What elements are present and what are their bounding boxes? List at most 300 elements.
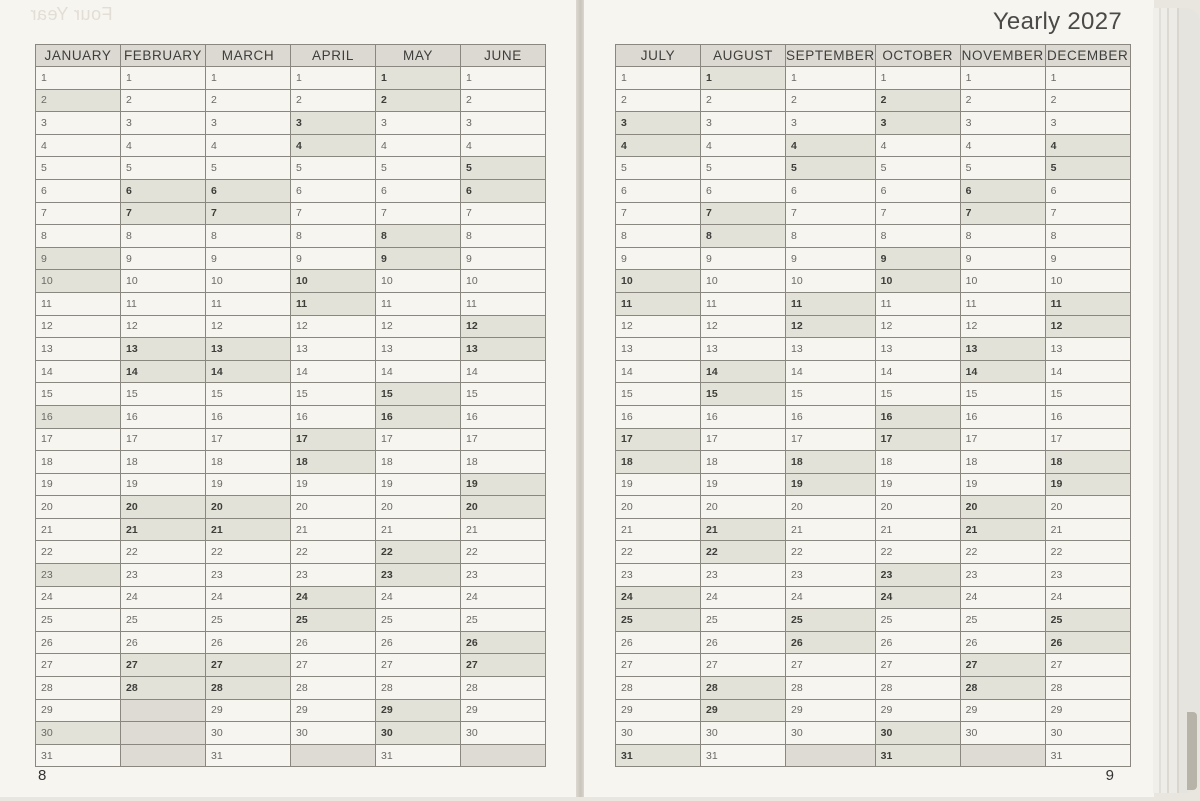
day-cell-july-24[interactable]: 24 — [616, 586, 701, 609]
day-cell-february-18[interactable]: 18 — [121, 451, 206, 474]
day-cell-december-14[interactable]: 14 — [1045, 360, 1130, 383]
day-cell-january-26[interactable]: 26 — [36, 631, 121, 654]
day-cell-november-10[interactable]: 10 — [960, 270, 1045, 293]
day-cell-january-6[interactable]: 6 — [36, 179, 121, 202]
day-cell-august-12[interactable]: 12 — [701, 315, 786, 338]
day-cell-november-13[interactable]: 13 — [960, 338, 1045, 361]
day-cell-may-18[interactable]: 18 — [376, 451, 461, 474]
day-cell-october-26[interactable]: 26 — [875, 631, 960, 654]
day-cell-august-21[interactable]: 21 — [701, 518, 786, 541]
day-cell-january-20[interactable]: 20 — [36, 496, 121, 519]
day-cell-february-4[interactable]: 4 — [121, 134, 206, 157]
day-cell-march-4[interactable]: 4 — [206, 134, 291, 157]
day-cell-september-13[interactable]: 13 — [786, 338, 876, 361]
day-cell-march-17[interactable]: 17 — [206, 428, 291, 451]
day-cell-june-15[interactable]: 15 — [461, 383, 546, 406]
day-cell-december-9[interactable]: 9 — [1045, 247, 1130, 270]
day-cell-april-22[interactable]: 22 — [291, 541, 376, 564]
day-cell-may-29[interactable]: 29 — [376, 699, 461, 722]
day-cell-december-2[interactable]: 2 — [1045, 89, 1130, 112]
day-cell-october-10[interactable]: 10 — [875, 270, 960, 293]
day-cell-october-28[interactable]: 28 — [875, 677, 960, 700]
day-cell-may-17[interactable]: 17 — [376, 428, 461, 451]
day-cell-august-27[interactable]: 27 — [701, 654, 786, 677]
day-cell-august-24[interactable]: 24 — [701, 586, 786, 609]
day-cell-october-16[interactable]: 16 — [875, 405, 960, 428]
day-cell-september-4[interactable]: 4 — [786, 134, 876, 157]
day-cell-june-7[interactable]: 7 — [461, 202, 546, 225]
day-cell-july-6[interactable]: 6 — [616, 179, 701, 202]
day-cell-november-17[interactable]: 17 — [960, 428, 1045, 451]
day-cell-july-22[interactable]: 22 — [616, 541, 701, 564]
day-cell-january-17[interactable]: 17 — [36, 428, 121, 451]
day-cell-march-31[interactable]: 31 — [206, 744, 291, 767]
day-cell-november-16[interactable]: 16 — [960, 405, 1045, 428]
day-cell-january-21[interactable]: 21 — [36, 518, 121, 541]
day-cell-april-14[interactable]: 14 — [291, 360, 376, 383]
day-cell-may-3[interactable]: 3 — [376, 112, 461, 135]
day-cell-october-3[interactable]: 3 — [875, 112, 960, 135]
day-cell-january-1[interactable]: 1 — [36, 67, 121, 90]
day-cell-august-30[interactable]: 30 — [701, 722, 786, 745]
day-cell-march-6[interactable]: 6 — [206, 179, 291, 202]
day-cell-november-27[interactable]: 27 — [960, 654, 1045, 677]
day-cell-june-10[interactable]: 10 — [461, 270, 546, 293]
day-cell-july-18[interactable]: 18 — [616, 451, 701, 474]
day-cell-august-29[interactable]: 29 — [701, 699, 786, 722]
day-cell-february-28[interactable]: 28 — [121, 677, 206, 700]
day-cell-august-10[interactable]: 10 — [701, 270, 786, 293]
day-cell-may-15[interactable]: 15 — [376, 383, 461, 406]
day-cell-june-13[interactable]: 13 — [461, 338, 546, 361]
day-cell-august-11[interactable]: 11 — [701, 292, 786, 315]
day-cell-march-25[interactable]: 25 — [206, 609, 291, 632]
day-cell-april-21[interactable]: 21 — [291, 518, 376, 541]
day-cell-september-25[interactable]: 25 — [786, 609, 876, 632]
day-cell-april-15[interactable]: 15 — [291, 383, 376, 406]
day-cell-june-24[interactable]: 24 — [461, 586, 546, 609]
day-cell-august-23[interactable]: 23 — [701, 564, 786, 587]
day-cell-december-11[interactable]: 11 — [1045, 292, 1130, 315]
day-cell-august-19[interactable]: 19 — [701, 473, 786, 496]
day-cell-january-25[interactable]: 25 — [36, 609, 121, 632]
day-cell-november-9[interactable]: 9 — [960, 247, 1045, 270]
day-cell-september-28[interactable]: 28 — [786, 677, 876, 700]
day-cell-september-15[interactable]: 15 — [786, 383, 876, 406]
day-cell-october-30[interactable]: 30 — [875, 722, 960, 745]
day-cell-november-29[interactable]: 29 — [960, 699, 1045, 722]
day-cell-march-19[interactable]: 19 — [206, 473, 291, 496]
day-cell-november-22[interactable]: 22 — [960, 541, 1045, 564]
day-cell-august-6[interactable]: 6 — [701, 179, 786, 202]
day-cell-april-25[interactable]: 25 — [291, 609, 376, 632]
day-cell-june-27[interactable]: 27 — [461, 654, 546, 677]
day-cell-june-14[interactable]: 14 — [461, 360, 546, 383]
day-cell-june-12[interactable]: 12 — [461, 315, 546, 338]
day-cell-october-2[interactable]: 2 — [875, 89, 960, 112]
day-cell-august-22[interactable]: 22 — [701, 541, 786, 564]
day-cell-february-23[interactable]: 23 — [121, 564, 206, 587]
day-cell-july-11[interactable]: 11 — [616, 292, 701, 315]
day-cell-april-29[interactable]: 29 — [291, 699, 376, 722]
day-cell-april-11[interactable]: 11 — [291, 292, 376, 315]
day-cell-october-24[interactable]: 24 — [875, 586, 960, 609]
day-cell-september-11[interactable]: 11 — [786, 292, 876, 315]
day-cell-january-10[interactable]: 10 — [36, 270, 121, 293]
day-cell-august-14[interactable]: 14 — [701, 360, 786, 383]
day-cell-september-17[interactable]: 17 — [786, 428, 876, 451]
day-cell-october-4[interactable]: 4 — [875, 134, 960, 157]
day-cell-february-11[interactable]: 11 — [121, 292, 206, 315]
day-cell-july-16[interactable]: 16 — [616, 405, 701, 428]
day-cell-august-5[interactable]: 5 — [701, 157, 786, 180]
day-cell-september-21[interactable]: 21 — [786, 518, 876, 541]
day-cell-october-20[interactable]: 20 — [875, 496, 960, 519]
day-cell-march-24[interactable]: 24 — [206, 586, 291, 609]
day-cell-december-23[interactable]: 23 — [1045, 564, 1130, 587]
day-cell-july-15[interactable]: 15 — [616, 383, 701, 406]
day-cell-july-1[interactable]: 1 — [616, 67, 701, 90]
day-cell-august-26[interactable]: 26 — [701, 631, 786, 654]
day-cell-november-30[interactable]: 30 — [960, 722, 1045, 745]
day-cell-january-31[interactable]: 31 — [36, 744, 121, 767]
day-cell-april-19[interactable]: 19 — [291, 473, 376, 496]
day-cell-december-28[interactable]: 28 — [1045, 677, 1130, 700]
day-cell-october-7[interactable]: 7 — [875, 202, 960, 225]
day-cell-october-31[interactable]: 31 — [875, 744, 960, 767]
day-cell-may-10[interactable]: 10 — [376, 270, 461, 293]
day-cell-june-25[interactable]: 25 — [461, 609, 546, 632]
day-cell-february-22[interactable]: 22 — [121, 541, 206, 564]
day-cell-april-13[interactable]: 13 — [291, 338, 376, 361]
day-cell-august-3[interactable]: 3 — [701, 112, 786, 135]
day-cell-march-30[interactable]: 30 — [206, 722, 291, 745]
day-cell-november-15[interactable]: 15 — [960, 383, 1045, 406]
day-cell-november-8[interactable]: 8 — [960, 225, 1045, 248]
day-cell-august-31[interactable]: 31 — [701, 744, 786, 767]
day-cell-july-31[interactable]: 31 — [616, 744, 701, 767]
day-cell-march-11[interactable]: 11 — [206, 292, 291, 315]
day-cell-june-30[interactable]: 30 — [461, 722, 546, 745]
day-cell-november-26[interactable]: 26 — [960, 631, 1045, 654]
day-cell-july-2[interactable]: 2 — [616, 89, 701, 112]
day-cell-may-31[interactable]: 31 — [376, 744, 461, 767]
day-cell-february-17[interactable]: 17 — [121, 428, 206, 451]
day-cell-august-13[interactable]: 13 — [701, 338, 786, 361]
day-cell-june-5[interactable]: 5 — [461, 157, 546, 180]
day-cell-march-28[interactable]: 28 — [206, 677, 291, 700]
day-cell-september-16[interactable]: 16 — [786, 405, 876, 428]
day-cell-october-14[interactable]: 14 — [875, 360, 960, 383]
day-cell-june-2[interactable]: 2 — [461, 89, 546, 112]
day-cell-march-1[interactable]: 1 — [206, 67, 291, 90]
day-cell-november-11[interactable]: 11 — [960, 292, 1045, 315]
day-cell-january-8[interactable]: 8 — [36, 225, 121, 248]
day-cell-june-4[interactable]: 4 — [461, 134, 546, 157]
day-cell-august-9[interactable]: 9 — [701, 247, 786, 270]
day-cell-december-19[interactable]: 19 — [1045, 473, 1130, 496]
day-cell-september-12[interactable]: 12 — [786, 315, 876, 338]
day-cell-april-7[interactable]: 7 — [291, 202, 376, 225]
day-cell-june-23[interactable]: 23 — [461, 564, 546, 587]
day-cell-october-27[interactable]: 27 — [875, 654, 960, 677]
day-cell-august-25[interactable]: 25 — [701, 609, 786, 632]
day-cell-october-9[interactable]: 9 — [875, 247, 960, 270]
day-cell-january-28[interactable]: 28 — [36, 677, 121, 700]
day-cell-july-4[interactable]: 4 — [616, 134, 701, 157]
day-cell-january-3[interactable]: 3 — [36, 112, 121, 135]
day-cell-june-1[interactable]: 1 — [461, 67, 546, 90]
day-cell-january-29[interactable]: 29 — [36, 699, 121, 722]
day-cell-january-9[interactable]: 9 — [36, 247, 121, 270]
day-cell-october-21[interactable]: 21 — [875, 518, 960, 541]
day-cell-august-17[interactable]: 17 — [701, 428, 786, 451]
day-cell-march-9[interactable]: 9 — [206, 247, 291, 270]
day-cell-march-22[interactable]: 22 — [206, 541, 291, 564]
day-cell-june-18[interactable]: 18 — [461, 451, 546, 474]
day-cell-may-28[interactable]: 28 — [376, 677, 461, 700]
day-cell-may-24[interactable]: 24 — [376, 586, 461, 609]
day-cell-october-15[interactable]: 15 — [875, 383, 960, 406]
day-cell-july-14[interactable]: 14 — [616, 360, 701, 383]
day-cell-october-1[interactable]: 1 — [875, 67, 960, 90]
day-cell-december-29[interactable]: 29 — [1045, 699, 1130, 722]
day-cell-september-26[interactable]: 26 — [786, 631, 876, 654]
day-cell-february-14[interactable]: 14 — [121, 360, 206, 383]
day-cell-january-14[interactable]: 14 — [36, 360, 121, 383]
day-cell-april-20[interactable]: 20 — [291, 496, 376, 519]
day-cell-june-16[interactable]: 16 — [461, 405, 546, 428]
day-cell-january-12[interactable]: 12 — [36, 315, 121, 338]
day-cell-may-9[interactable]: 9 — [376, 247, 461, 270]
day-cell-june-9[interactable]: 9 — [461, 247, 546, 270]
day-cell-march-15[interactable]: 15 — [206, 383, 291, 406]
day-cell-march-12[interactable]: 12 — [206, 315, 291, 338]
day-cell-february-20[interactable]: 20 — [121, 496, 206, 519]
day-cell-august-28[interactable]: 28 — [701, 677, 786, 700]
day-cell-september-20[interactable]: 20 — [786, 496, 876, 519]
day-cell-february-12[interactable]: 12 — [121, 315, 206, 338]
day-cell-december-1[interactable]: 1 — [1045, 67, 1130, 90]
day-cell-june-20[interactable]: 20 — [461, 496, 546, 519]
day-cell-june-17[interactable]: 17 — [461, 428, 546, 451]
day-cell-december-31[interactable]: 31 — [1045, 744, 1130, 767]
day-cell-may-27[interactable]: 27 — [376, 654, 461, 677]
day-cell-july-7[interactable]: 7 — [616, 202, 701, 225]
day-cell-november-7[interactable]: 7 — [960, 202, 1045, 225]
day-cell-september-24[interactable]: 24 — [786, 586, 876, 609]
day-cell-april-26[interactable]: 26 — [291, 631, 376, 654]
day-cell-june-29[interactable]: 29 — [461, 699, 546, 722]
day-cell-october-13[interactable]: 13 — [875, 338, 960, 361]
day-cell-june-11[interactable]: 11 — [461, 292, 546, 315]
day-cell-april-12[interactable]: 12 — [291, 315, 376, 338]
day-cell-june-26[interactable]: 26 — [461, 631, 546, 654]
day-cell-december-27[interactable]: 27 — [1045, 654, 1130, 677]
day-cell-january-4[interactable]: 4 — [36, 134, 121, 157]
day-cell-may-21[interactable]: 21 — [376, 518, 461, 541]
day-cell-april-30[interactable]: 30 — [291, 722, 376, 745]
day-cell-march-8[interactable]: 8 — [206, 225, 291, 248]
day-cell-january-22[interactable]: 22 — [36, 541, 121, 564]
day-cell-january-16[interactable]: 16 — [36, 405, 121, 428]
day-cell-september-8[interactable]: 8 — [786, 225, 876, 248]
day-cell-february-15[interactable]: 15 — [121, 383, 206, 406]
day-cell-july-20[interactable]: 20 — [616, 496, 701, 519]
day-cell-may-26[interactable]: 26 — [376, 631, 461, 654]
day-cell-april-9[interactable]: 9 — [291, 247, 376, 270]
day-cell-december-7[interactable]: 7 — [1045, 202, 1130, 225]
day-cell-september-19[interactable]: 19 — [786, 473, 876, 496]
day-cell-september-29[interactable]: 29 — [786, 699, 876, 722]
day-cell-march-20[interactable]: 20 — [206, 496, 291, 519]
day-cell-november-3[interactable]: 3 — [960, 112, 1045, 135]
day-cell-november-25[interactable]: 25 — [960, 609, 1045, 632]
day-cell-may-30[interactable]: 30 — [376, 722, 461, 745]
day-cell-december-25[interactable]: 25 — [1045, 609, 1130, 632]
day-cell-april-24[interactable]: 24 — [291, 586, 376, 609]
day-cell-october-5[interactable]: 5 — [875, 157, 960, 180]
day-cell-december-22[interactable]: 22 — [1045, 541, 1130, 564]
day-cell-december-17[interactable]: 17 — [1045, 428, 1130, 451]
day-cell-april-10[interactable]: 10 — [291, 270, 376, 293]
day-cell-october-25[interactable]: 25 — [875, 609, 960, 632]
day-cell-january-15[interactable]: 15 — [36, 383, 121, 406]
day-cell-march-2[interactable]: 2 — [206, 89, 291, 112]
day-cell-may-14[interactable]: 14 — [376, 360, 461, 383]
day-cell-august-16[interactable]: 16 — [701, 405, 786, 428]
day-cell-april-4[interactable]: 4 — [291, 134, 376, 157]
day-cell-july-19[interactable]: 19 — [616, 473, 701, 496]
day-cell-september-2[interactable]: 2 — [786, 89, 876, 112]
day-cell-november-14[interactable]: 14 — [960, 360, 1045, 383]
day-cell-november-12[interactable]: 12 — [960, 315, 1045, 338]
day-cell-october-18[interactable]: 18 — [875, 451, 960, 474]
day-cell-november-5[interactable]: 5 — [960, 157, 1045, 180]
day-cell-august-18[interactable]: 18 — [701, 451, 786, 474]
day-cell-march-13[interactable]: 13 — [206, 338, 291, 361]
day-cell-october-19[interactable]: 19 — [875, 473, 960, 496]
day-cell-march-3[interactable]: 3 — [206, 112, 291, 135]
day-cell-september-7[interactable]: 7 — [786, 202, 876, 225]
day-cell-september-18[interactable]: 18 — [786, 451, 876, 474]
day-cell-october-29[interactable]: 29 — [875, 699, 960, 722]
day-cell-october-23[interactable]: 23 — [875, 564, 960, 587]
day-cell-december-4[interactable]: 4 — [1045, 134, 1130, 157]
day-cell-june-21[interactable]: 21 — [461, 518, 546, 541]
day-cell-january-18[interactable]: 18 — [36, 451, 121, 474]
day-cell-september-3[interactable]: 3 — [786, 112, 876, 135]
day-cell-july-29[interactable]: 29 — [616, 699, 701, 722]
day-cell-december-30[interactable]: 30 — [1045, 722, 1130, 745]
day-cell-march-23[interactable]: 23 — [206, 564, 291, 587]
day-cell-april-17[interactable]: 17 — [291, 428, 376, 451]
day-cell-july-26[interactable]: 26 — [616, 631, 701, 654]
day-cell-september-22[interactable]: 22 — [786, 541, 876, 564]
day-cell-november-24[interactable]: 24 — [960, 586, 1045, 609]
day-cell-january-27[interactable]: 27 — [36, 654, 121, 677]
day-cell-february-25[interactable]: 25 — [121, 609, 206, 632]
day-cell-february-27[interactable]: 27 — [121, 654, 206, 677]
day-cell-february-6[interactable]: 6 — [121, 179, 206, 202]
day-cell-november-2[interactable]: 2 — [960, 89, 1045, 112]
day-cell-october-8[interactable]: 8 — [875, 225, 960, 248]
day-cell-april-8[interactable]: 8 — [291, 225, 376, 248]
day-cell-june-8[interactable]: 8 — [461, 225, 546, 248]
day-cell-may-23[interactable]: 23 — [376, 564, 461, 587]
day-cell-december-10[interactable]: 10 — [1045, 270, 1130, 293]
day-cell-april-23[interactable]: 23 — [291, 564, 376, 587]
day-cell-september-14[interactable]: 14 — [786, 360, 876, 383]
day-cell-january-11[interactable]: 11 — [36, 292, 121, 315]
day-cell-december-8[interactable]: 8 — [1045, 225, 1130, 248]
day-cell-december-26[interactable]: 26 — [1045, 631, 1130, 654]
day-cell-march-29[interactable]: 29 — [206, 699, 291, 722]
day-cell-february-24[interactable]: 24 — [121, 586, 206, 609]
day-cell-june-6[interactable]: 6 — [461, 179, 546, 202]
day-cell-july-27[interactable]: 27 — [616, 654, 701, 677]
day-cell-may-20[interactable]: 20 — [376, 496, 461, 519]
day-cell-february-10[interactable]: 10 — [121, 270, 206, 293]
day-cell-january-19[interactable]: 19 — [36, 473, 121, 496]
day-cell-december-5[interactable]: 5 — [1045, 157, 1130, 180]
day-cell-april-1[interactable]: 1 — [291, 67, 376, 90]
day-cell-february-21[interactable]: 21 — [121, 518, 206, 541]
day-cell-february-1[interactable]: 1 — [121, 67, 206, 90]
day-cell-august-8[interactable]: 8 — [701, 225, 786, 248]
day-cell-march-16[interactable]: 16 — [206, 405, 291, 428]
day-cell-may-4[interactable]: 4 — [376, 134, 461, 157]
day-cell-may-16[interactable]: 16 — [376, 405, 461, 428]
day-cell-february-7[interactable]: 7 — [121, 202, 206, 225]
day-cell-november-19[interactable]: 19 — [960, 473, 1045, 496]
day-cell-january-2[interactable]: 2 — [36, 89, 121, 112]
day-cell-november-21[interactable]: 21 — [960, 518, 1045, 541]
day-cell-may-19[interactable]: 19 — [376, 473, 461, 496]
day-cell-march-14[interactable]: 14 — [206, 360, 291, 383]
day-cell-june-28[interactable]: 28 — [461, 677, 546, 700]
day-cell-july-30[interactable]: 30 — [616, 722, 701, 745]
day-cell-may-7[interactable]: 7 — [376, 202, 461, 225]
day-cell-december-16[interactable]: 16 — [1045, 405, 1130, 428]
day-cell-september-27[interactable]: 27 — [786, 654, 876, 677]
day-cell-march-7[interactable]: 7 — [206, 202, 291, 225]
day-cell-january-23[interactable]: 23 — [36, 564, 121, 587]
day-cell-january-5[interactable]: 5 — [36, 157, 121, 180]
day-cell-may-5[interactable]: 5 — [376, 157, 461, 180]
day-cell-october-17[interactable]: 17 — [875, 428, 960, 451]
day-cell-april-3[interactable]: 3 — [291, 112, 376, 135]
day-cell-march-5[interactable]: 5 — [206, 157, 291, 180]
day-cell-july-23[interactable]: 23 — [616, 564, 701, 587]
day-cell-july-12[interactable]: 12 — [616, 315, 701, 338]
day-cell-april-6[interactable]: 6 — [291, 179, 376, 202]
day-cell-december-18[interactable]: 18 — [1045, 451, 1130, 474]
day-cell-july-5[interactable]: 5 — [616, 157, 701, 180]
day-cell-september-10[interactable]: 10 — [786, 270, 876, 293]
day-cell-may-1[interactable]: 1 — [376, 67, 461, 90]
day-cell-april-5[interactable]: 5 — [291, 157, 376, 180]
day-cell-july-28[interactable]: 28 — [616, 677, 701, 700]
day-cell-july-8[interactable]: 8 — [616, 225, 701, 248]
day-cell-july-25[interactable]: 25 — [616, 609, 701, 632]
day-cell-november-1[interactable]: 1 — [960, 67, 1045, 90]
day-cell-august-2[interactable]: 2 — [701, 89, 786, 112]
day-cell-september-23[interactable]: 23 — [786, 564, 876, 587]
day-cell-october-6[interactable]: 6 — [875, 179, 960, 202]
day-cell-september-5[interactable]: 5 — [786, 157, 876, 180]
day-cell-august-1[interactable]: 1 — [701, 67, 786, 90]
